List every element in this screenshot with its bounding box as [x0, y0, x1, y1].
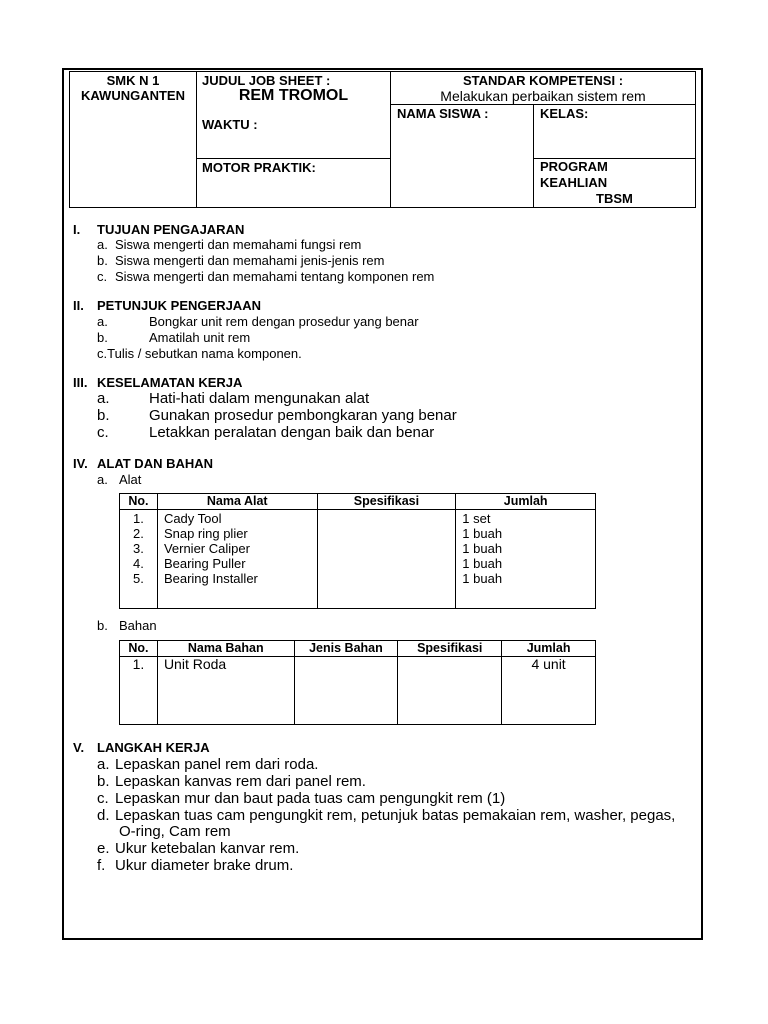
judul-cell: [197, 72, 391, 159]
bahan-header-no: No.: [120, 641, 158, 657]
alat-subheading: a. Alat: [97, 472, 142, 487]
bahan-nama: Unit Roda: [157, 657, 294, 725]
bahan-header-jumlah: Jumlah: [502, 641, 596, 657]
alat-no: 1.: [133, 511, 144, 526]
alat-no: 3.: [133, 541, 144, 556]
nama-siswa-label: NAMA SISWA :: [397, 106, 489, 121]
standar-label: STANDAR KOMPETENSI :: [462, 73, 624, 88]
table-row: [120, 510, 596, 609]
tujuan-item: a. Siswa mengerti dan memahami fungsi rem: [97, 237, 362, 252]
section-alat-bahan-title: IV. ALAT DAN BAHAN: [73, 456, 214, 471]
alat-jumlah: 1 buah: [462, 556, 503, 571]
langkah-item: f. Ukur diameter brake drum.: [97, 857, 294, 874]
program-label: PROGRAM: [540, 159, 608, 174]
alat-header-spesifikasi: Spesifikasi: [317, 494, 456, 510]
bahan-header-spesifikasi: Spesifikasi: [398, 641, 502, 657]
standar-cell: [391, 72, 696, 105]
alat-jumlah: 1 buah: [462, 541, 503, 556]
header-table: [69, 71, 696, 208]
bahan-jenis: [294, 657, 398, 725]
alat-nama: Snap ring plier: [163, 526, 248, 541]
langkah-item: d. Lepaskan tuas cam pengungkit rem, petunjuk batas pemakaian rem, washer, pegas,: [97, 807, 676, 824]
keahlian-label: KEAHLIAN: [540, 175, 608, 190]
alat-nama: Bearing Puller: [163, 556, 246, 571]
program-value: TBSM: [596, 191, 633, 206]
alat-header-no: No.: [120, 494, 158, 510]
program-cell: [534, 159, 696, 208]
langkah-item: e. Ukur ketebalan kanvar rem.: [97, 840, 300, 857]
table-row: [120, 657, 596, 725]
keselamatan-item: c. Letakkan peralatan dengan baik dan benar: [97, 424, 435, 441]
standar-value: Melakukan perbaikan sistem rem: [440, 88, 646, 104]
motor-label: MOTOR PRAKTIK:: [202, 160, 316, 175]
tujuan-item: c. Siswa mengerti dan memahami tentang komponen rem: [97, 269, 435, 284]
section-tujuan-title: I. TUJUAN PENGAJARAN: [73, 222, 245, 237]
keselamatan-item: a. Hati-hati dalam mengunakan alat: [97, 390, 370, 407]
alat-jumlah: 1 set: [462, 511, 491, 526]
bahan-spesifikasi: [398, 657, 502, 725]
alat-header-nama: Nama Alat: [157, 494, 317, 510]
langkah-item: c. Lepaskan mur dan baut pada tuas cam pengungkit rem (1): [97, 790, 506, 807]
petunjuk-item: c.Tulis / sebutkan nama komponen.: [97, 346, 302, 361]
school-cell: [70, 72, 197, 208]
alat-no: 2.: [133, 526, 144, 541]
langkah-item-continuation: O-ring, Cam rem: [119, 823, 231, 840]
alat-no: 4.: [133, 556, 144, 571]
bahan-no: 1.: [120, 657, 158, 725]
tujuan-item: b. Siswa mengerti dan memahami jenis-jenis rem: [97, 253, 385, 268]
bahan-table: [119, 640, 596, 725]
langkah-item: a. Lepaskan panel rem dari roda.: [97, 756, 319, 773]
alat-nama: Cady Tool: [163, 511, 222, 526]
alat-nama: Vernier Caliper: [163, 541, 250, 556]
judul-label: JUDUL JOB SHEET :: [202, 73, 331, 88]
keselamatan-item: b. Gunakan prosedur pembongkaran yang benar: [97, 407, 457, 424]
kelas-cell: [534, 105, 696, 159]
judul-value: REM TROMOL: [238, 87, 349, 104]
alat-jumlah: 1 buah: [462, 526, 503, 541]
school-name: SMK N 1: [106, 73, 160, 88]
alat-table: [119, 493, 596, 609]
section-petunjuk-title: II. PETUNJUK PENGERJAAN: [73, 298, 261, 313]
school-city: KAWUNGANTEN: [81, 88, 185, 103]
alat-nama: Bearing Installer: [163, 571, 258, 586]
petunjuk-item: a. Bongkar unit rem dengan prosedur yang benar: [97, 314, 419, 329]
motor-cell: [197, 159, 391, 208]
petunjuk-item: b. Amatilah unit rem: [97, 330, 251, 345]
section-langkah-title: V. LANGKAH KERJA: [73, 740, 210, 755]
langkah-item: b. Lepaskan kanvas rem dari panel rem.: [97, 773, 366, 790]
alat-header-jumlah: Jumlah: [456, 494, 596, 510]
bahan-jumlah: 4 unit: [502, 657, 596, 725]
bahan-header-jenis: Jenis Bahan: [294, 641, 398, 657]
nama-siswa-cell: [391, 105, 534, 208]
kelas-label: KELAS:: [540, 106, 589, 121]
alat-jumlah: 1 buah: [462, 571, 503, 586]
section-keselamatan-title: III. KESELAMATAN KERJA: [73, 375, 243, 390]
waktu-label: WAKTU :: [202, 117, 258, 132]
alat-no: 5.: [133, 571, 144, 586]
bahan-subheading: b. Bahan: [97, 618, 157, 633]
bahan-header-nama: Nama Bahan: [157, 641, 294, 657]
